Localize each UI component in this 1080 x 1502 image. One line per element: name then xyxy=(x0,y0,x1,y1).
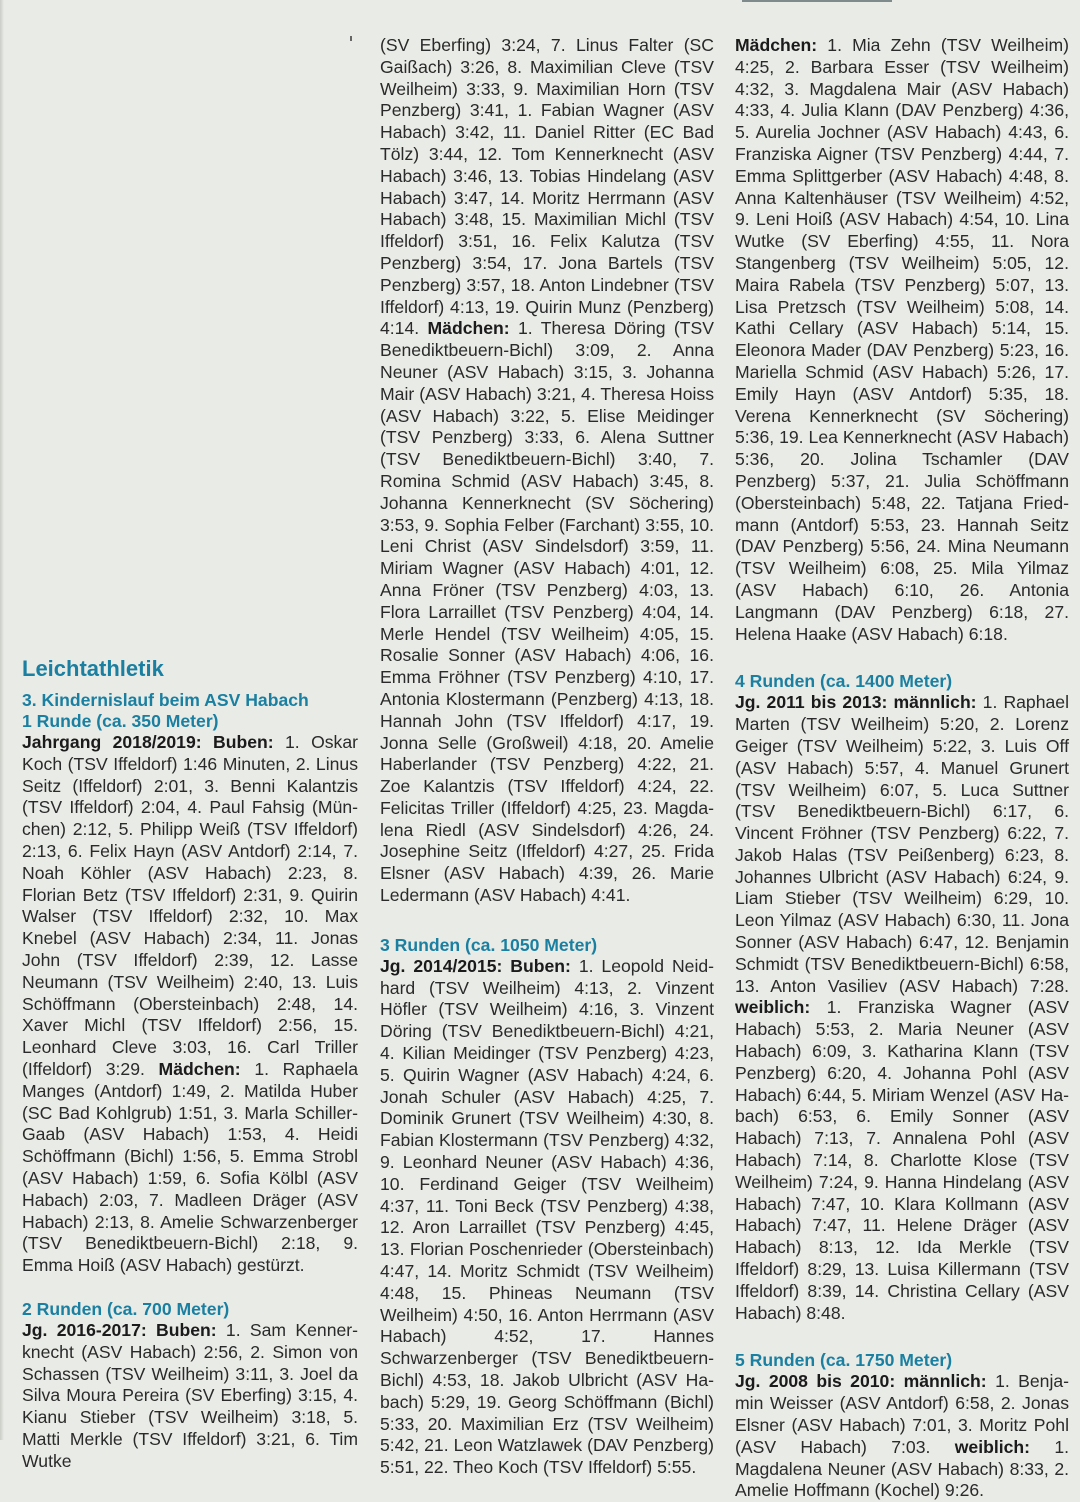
column-1 xyxy=(22,0,358,1471)
run1-boys-text: 1. Oskar Koch (TSV Iffeldorf) 1:46 Minuten, 2. Linus Seitz (Iffeldorf) 2:01, 3. Benni Kalantzis (TSV Iffeldorf) 2:04, 4. Paul Fahsig (München) 2:12, 5. Philipp Weiß (TSV Iffeldorf) 2:13, 6. Felix Hayn (ASV Antdorf) 2:14, 7. Noah Köhler (ASV Habach) 2:23, 8. Florian Betz (TSV Iffeldorf) 2:31, 9. Quirin Walser (TSV Iffeldorf) 2:32, 10. Max Knebel (ASV Habach) 2:34, 11. Jonas John (TSV Iffeldorf) 2:39, 12. Lasse Neumann (TSV Weilheim) 2:40, 13. Luis Schöffmann (Obersteinbach) 2:48, 14. Xaver Michl (TSV Iffeldorf) 2:56, 15. Leonhard Cleve 3:03, 16. Carl Triller (Iffeldorf) 3:29. xyxy=(22,732,358,1079)
run2-heading: 2 Runden (ca. 700 Meter) xyxy=(22,1298,230,1319)
run1-results xyxy=(22,732,358,1277)
run5-label: Jg. 2008 bis 2010: männlich: xyxy=(735,1371,987,1392)
run4-girls-label: weiblich: xyxy=(735,997,811,1018)
run3-results xyxy=(380,956,714,1479)
run5-boys-text: 1. Benjamin Weisser (ASV Antdorf) 6:58, 2. Jonas Elsner (ASV Habach) 7:01, 3. Moritz Pohl (ASV Habach) 7:03. xyxy=(735,1371,1069,1457)
column-2 xyxy=(380,0,715,1478)
page-edge-shadow xyxy=(0,0,4,1440)
run1-label: Jahrgang 2018/2019: Buben: xyxy=(22,732,274,752)
column-3 xyxy=(735,0,1070,1501)
run2-label: Jg. 2016-2017: Buben: xyxy=(22,1319,217,1340)
run2-boys-cont-text: (SV Eberfing) 3:24, 7. Linus Falter (SC Gaißach) 3:26, 8. Maximilian Cleve (TSV Weilheim) 3:33, 9. Maximilian Horn (TSV Penzberg) 3:41, 1. Fabian Wagner (ASV Habach) 3:42, 11. Daniel Ritter (EC Bad Tölz) 3:44, 12. Tom Kennerknecht (ASV Habach) 3:46, 13. Tobias Hindelang (ASV Habach) 3:47, 14. Moritz Herrmann (ASV Habach) 3:48, 15. Maximilian Michl (TSV Iffeldorf) 3:51, 16. Felix Kalutza (TSV Penzberg) 3:54, 17. Jona Bartels (TSV Penzberg) 3:57, 18. Anton Lindebner (TSV Iffeldorf) 4:13, 19. Quirin Munz (Penzberg) 4:14. xyxy=(380,35,714,339)
run1-girls-label: Mädchen: xyxy=(158,1058,241,1079)
run2-boys-text: 1. Sam Kennerknecht (ASV Habach) 2:56, 2. Simon von Schassen (TSV Weilheim) 3:11, 3. Joel da Silva Moura Pereira (SV Eberfing) 3:15, 4. Kianu Stieber (TSV Weilheim) 3:18, 5. Matti Merkle (TSV Iffeldorf) 3:21, 6. Tim Wutke xyxy=(22,1319,358,1471)
run2-girls-text: 1. Theresa Döring (TSV Benediktbeuern-Bichl) 3:09, 2. Anna Neuner (ASV Habach) 3:15, 3. Johanna Mair (ASV Habach) 3:21, 4. Theresa Hoiss (ASV Habach) 3:22, 5. Elise Meidinger (TSV Penzberg) 3:33, 6. Alena Suttner (TSV Benediktbeuern-Bichl) 3:40, 7. Romina Schmid (ASV Habach) 3:45, 8. Johanna Kennerknecht (SV Söchering) 3:53, 9. Sophia Felber (Farchant) 3:55, 10. Leni Christ (ASV Sindelsdorf) 3:59, 11. Miriam Wagner (ASV Habach) 4:01, 12. Anna Fröner (TSV Penzberg) 4:03, 13. Flora Larraillet (TSV Penzberg) 4:04, 14. Merle Hendel (TSV Weilheim) 4:05, 15. Rosalie Sonner (ASV Habach) 4:06, 16. Emma Fröhner (TSV Penzberg) 4:10, 17. Antonia Klostermann (Penzberg) 4:13, 18. Hannah John (TSV Iffeldorf) 4:17, 19. Jonna Selle (Großweil) 4:18, 20. Amelie Haberlander (TSV Penzberg) 4:22, 21. Zoe Kalantzis (TSV Iffeldorf) 4:24, 22. Felicitas Triller (Iffeldorf) 4:25, 23. Magdalena Riedl (ASV Sindelsdorf) 4:26, 24. Josephine Seitz (Iffeldorf) 4:27, 25. Frida Elsner (ASV Habach) 4:39, 26. Marie Ledermann (ASV Habach) 4:41. xyxy=(380,318,714,906)
section-title: Leichtathletik xyxy=(22,656,164,681)
run3-girls-label: Mädchen: xyxy=(735,35,818,55)
event-title: 3. Kindernislauf beim ASV Habach xyxy=(22,690,309,710)
run4-heading: 4 Runden (ca. 1400 Meter) xyxy=(735,671,953,692)
run5-girls-label: weiblich: xyxy=(954,1436,1030,1457)
run1-girls-text: 1. Raphaela Manges (Antdorf) 1:49, 2. Matilda Huber (SC Bad Kohlgrub) 1:51, 3. Marla Schiller-Gaab (ASV Habach) 1:53, 4. Heidi Schöffmann (Bichl) 1:56, 5. Emma Strobl (ASV Habach) 1:59, 6. Sofia Kölbl (ASV Habach) 2:03, 7. Madleen Dräger (ASV Habach) 2:13, 8. Amelie Schwarzenberger (TSV Benediktbeuern-Bichl) 2:18, 9. Emma Hoiß (ASV Habach) gestürzt. xyxy=(22,1058,358,1276)
run1-heading: 1 Runde (ca. 350 Meter) xyxy=(22,711,219,731)
run3-girls-results xyxy=(735,35,1069,645)
run4-label: Jg. 2011 bis 2013: männlich: xyxy=(735,692,977,713)
run3-girls-text: 1. Mia Zehn (TSV Weilheim) 4:25, 2. Barbara Esser (TSV Weilheim) 4:32, 3. Magdalena Mair (ASV Habach) 4:33, 4. Julia Klann (DAV Penzberg) 4:36, 5. Aurelia Jochner (ASV Habach) 4:43, 6. Franziska Aigner (TSV Penzberg) 4:44, 7. Emma Splittgerber (ASV Habach) 4:48, 8. Anna Kaltenhäuser (TSV Weilheim) 4:52, 9. Leni Hoiß (ASV Habach) 4:54, 10. Lina Wutke (SV Eberfing) 4:55, 11. Nora Stangenberg (TSV Weilheim) 5:05, 12. Maira Rabela (TSV Penzberg) 5:07, 13. Lisa Pretzsch (TSV Weilheim) 5:08, 14. Kathi Cellary (ASV Habach) 5:14, 15. Eleonora Mader (DAV Penzberg) 5:23, 16. Mariella Schmid (ASV Habach) 5:26, 17. Emily Hayn (ASV Antdorf) 5:35, 18. Verena Kennerknecht (SV Söchering) 5:36, 19. Lea Kennerknecht (ASV Habach) 5:36, 20. Jolina Tschamler (DAV Penzberg) 5:37, 21. Julia Schöffmann (Obersteinbach) 5:48, 22. Tatjana Friedmann (Antdorf) 5:53, 23. Hannah Seitz (DAV Penzberg) 5:56, 24. Mina Neumann (TSV Weilheim) 6:08, 25. Mila Yilmaz (ASV Habach) 6:10, 26. Antonia Langmann (DAV Penzberg) 6:18, 27. Helena Haake (ASV Habach) 6:18. xyxy=(735,35,1069,644)
run3-boys-text: 1. Leopold Neidhard (TSV Weilheim) 4:13, 2. Vinzent Höfler (TSV Weilheim) 4:16, 3. Vinzent Döring (TSV Benediktbeuern-Bichl) 4:21, 4. Kilian Meidinger (TSV Penzberg) 4:23, 5. Quirin Wagner (ASV Habach) 4:24, 6. Jonah Schuler (ASV Habach) 4:25, 7. Dominik Grunert (TSV Weilheim) 4:30, 8. Fabian Klostermann (TSV Penzberg) 4:32, 9. Leonhard Neuner (ASV Habach) 4:36, 10. Ferdinand Geiger (TSV Weilheim) 4:37, 11. Toni Beck (TSV Penzberg) 4:38, 12. Aron Larraillet (TSV Penzberg) 4:45, 13. Florian Poschenrieder (Obersteinbach) 4:47, 14. Moritz Schmidt (TSV Weilheim) 4:48, 15. Phineas Neumann (TSV Weilheim) 4:50, 16. Anton Herrmann (ASV Habach) 4:52, 17. Hannes Schwarzenberger (TSV Benediktbeuern-Bichl) 4:53, 18. Jakob Ulbricht (ASV Habach) 5:29, 19. Georg Schöffmann (Bichl) 5:33, 20. Maximilian Erz (TSV Weilheim) 5:42, 21. Leon Watzlawek (DAV Penzberg) 5:51, 22. Theo Koch (TSV Iffeldorf) 5:55. xyxy=(380,955,715,1478)
run4-girls-text: 1. Franziska Wagner (ASV Habach) 5:53, 2. Maria Neuner (ASV Habach) 6:09, 3. Katharina Klann (TSV Penzberg) 6:20, 4. Johanna Pohl (ASV Habach) 6:44, 5. Miriam Wenzel (ASV Habach) 6:53, 6. Emily Sonner (ASV Habach) 7:13, 7. Annalena Pohl (ASV Habach) 7:14, 8. Charlotte Klose (TSV Weilheim) 7:24, 9. Hanna Hindelang (ASV Habach) 7:47, 10. Klara Kollmann (ASV Habach) 7:47, 11. Helene Dräger (ASV Habach) 8:13, 12. Ida Merkle (TSV Iffeldorf) 8:29, 13. Luisa Killermann (TSV Iffeldorf) 8:39, 14. Christina Cellary (ASV Habach) 8:48. xyxy=(735,997,1069,1323)
run2-girls-label: Mädchen: xyxy=(427,318,510,339)
run5-girls-text: 1. Magdalena Neuner (ASV Habach) 8:33, 2. Amelie Hoffmann (Kochel) 9:26. xyxy=(735,1436,1070,1501)
run2-results xyxy=(22,1320,358,1473)
run4-results xyxy=(735,692,1069,1324)
run5-results xyxy=(735,1371,1069,1502)
run5-heading: 5 Runden (ca. 1750 Meter) xyxy=(735,1350,953,1371)
run4-boys-text: 1. Raphael Marten (TSV Weilheim) 5:20, 2. Lorenz Geiger (TSV Weilheim) 5:22, 3. Luis Off (ASV Habach) 5:57, 4. Manuel Grunert (TSV Weilheim) 6:07, 5. Luca Suttner (TSV Benediktbeuern-Bichl) 6:17, 6. Vincent Fröhner (TSV Penzberg) 6:22, 7. Jakob Halas (TSV Peißenberg) 6:23, 8. Johannes Ulbricht (ASV Habach) 6:24, 9. Liam Stieber (TSV Weilheim) 6:29, 10. Leon Yilmaz (ASV Habach) 6:30, 11. Jona Sonner (ASV Habach) 6:47, 12. Benjamin Schmidt (TSV Benediktbeuern-Bichl) 6:58, 13. Anton Vasiliev (ASV Habach) 7:28. xyxy=(735,692,1069,996)
run2-continued-results xyxy=(380,35,714,907)
run3-heading: 3 Runden (ca. 1050 Meter) xyxy=(380,934,598,955)
run3-label: Jg. 2014/2015: Buben: xyxy=(380,955,571,976)
